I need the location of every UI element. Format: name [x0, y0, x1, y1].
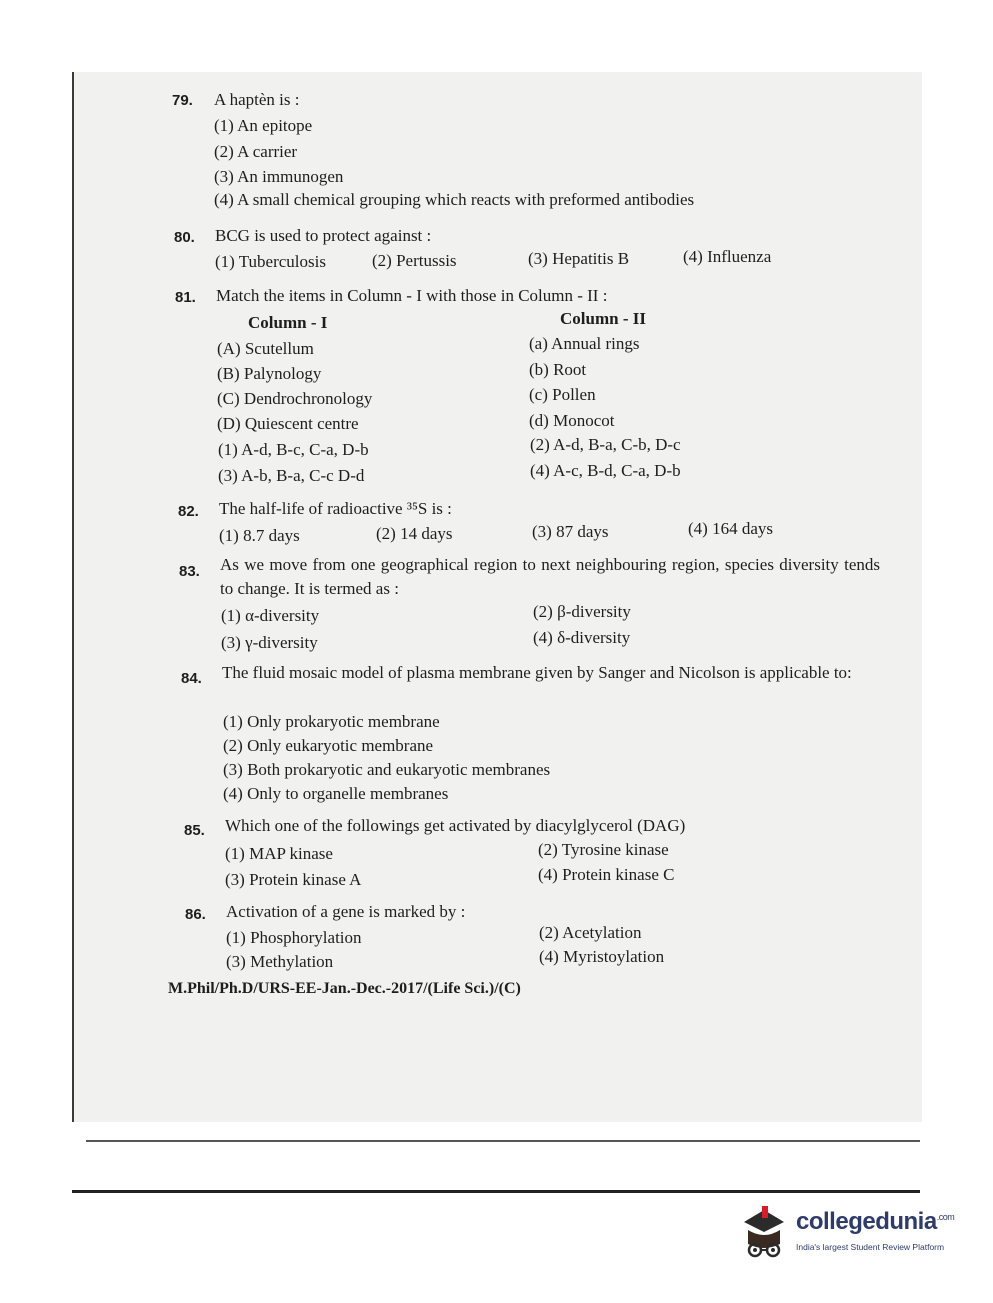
question-stem: BCG is used to protect against : — [215, 226, 432, 245]
column-1-item: (B) Palynology — [217, 364, 322, 383]
option-1: (1) Only prokaryotic membrane — [223, 712, 440, 731]
column-2-heading: Column - II — [560, 309, 646, 328]
option-3: (3) An immunogen — [214, 167, 344, 186]
question-number: 86. — [185, 906, 206, 923]
option-2: (2) 14 days — [376, 524, 453, 543]
option-1: (1) Phosphorylation — [226, 928, 362, 947]
option-1: (1) 8.7 days — [219, 526, 300, 545]
column-1-heading: Column - I — [248, 313, 328, 332]
option-1: (1) An epitope — [214, 116, 313, 135]
option-2: (2) A carrier — [214, 142, 298, 161]
paper-code-footer: M.Phil/Ph.D/URS-EE-Jan.-Dec.-2017/(Life Sci.)/(C) — [168, 980, 521, 997]
question-number: 84. — [181, 670, 202, 687]
option-2: (2) Pertussis — [372, 251, 457, 270]
option-4: (4) 164 days — [688, 519, 773, 538]
mascot-icon — [734, 1200, 794, 1264]
logo-wordmark — [796, 1208, 954, 1236]
column-1-item: (C) Dendrochronology — [217, 389, 373, 408]
option-4: (4) Influenza — [683, 247, 772, 266]
question-number: 81. — [175, 289, 196, 306]
logo-domain-suffix: .com — [936, 1212, 955, 1222]
question-number: 80. — [174, 229, 195, 246]
column-2-item: (d) Monocot — [529, 411, 615, 430]
option-3: (3) γ-diversity — [221, 633, 318, 652]
option-2: (2) Tyrosine kinase — [538, 840, 669, 859]
question-stem: Match the items in Column - I with those in Column - II : — [216, 286, 608, 305]
question-number: 85. — [184, 822, 205, 839]
option-4: (4) Myristoylation — [539, 947, 665, 966]
option-3: (3) A-b, B-a, C-c D-d — [218, 466, 365, 485]
logo-tagline: India's largest Student Review Platform — [796, 1242, 945, 1252]
question-number: 83. — [179, 563, 200, 580]
option-1: (1) MAP kinase — [225, 844, 333, 863]
option-3: (3) 87 days — [532, 522, 609, 541]
column-1-item: (A) Scutellum — [217, 339, 314, 358]
option-4: (4) δ-diversity — [533, 628, 631, 647]
option-2: (2) Acetylation — [539, 923, 642, 942]
option-1: (1) A-d, B-c, C-a, D-b — [218, 440, 369, 459]
option-2: (2) A-d, B-a, C-b, D-c — [530, 435, 681, 454]
collegedunia-logo — [734, 1198, 964, 1268]
question-stem: The half-life of radioactive ³⁵S is : — [219, 499, 452, 518]
column-2-item: (a) Annual rings — [529, 334, 640, 353]
option-3: (3) Methylation — [226, 952, 334, 971]
option-1: (1) α-diversity — [221, 606, 320, 625]
column-2-item: (c) Pollen — [529, 385, 596, 404]
option-3: (3) Both prokaryotic and eukaryotic membranes — [223, 760, 551, 779]
option-3: (3) Hepatitis B — [528, 249, 630, 268]
question-number: 79. — [172, 92, 193, 109]
question-stem: Which one of the followings get activated by diacylglycerol (DAG) — [225, 816, 686, 835]
question-stem: Activation of a gene is marked by : — [226, 902, 466, 921]
question-number: 82. — [178, 503, 199, 520]
option-4: (4) A small chemical grouping which reacts with preformed antibodies — [214, 190, 695, 209]
option-4: (4) Protein kinase C — [538, 865, 675, 884]
question-stem: A haptèn is : — [214, 90, 300, 109]
option-3: (3) Protein kinase A — [225, 870, 362, 889]
option-1: (1) Tuberculosis — [215, 252, 326, 271]
question-stem: The fluid mosaic model of plasma membrane given by Sanger and Nicolson is applicable to: — [222, 663, 852, 682]
option-2: (2) β-diversity — [533, 602, 631, 621]
logo-wordmark-text: collegedunia — [796, 1208, 937, 1235]
option-4: (4) A-c, B-d, C-a, D-b — [530, 461, 681, 480]
question-stem: As we move from one geographical region to next neighbouring region, species diversity tends to change. It is termed as : — [220, 555, 880, 598]
option-2: (2) Only eukaryotic membrane — [223, 736, 434, 755]
option-4: (4) Only to organelle membranes — [223, 784, 449, 803]
column-2-item: (b) Root — [529, 360, 587, 379]
column-1-item: (D) Quiescent centre — [217, 414, 359, 433]
